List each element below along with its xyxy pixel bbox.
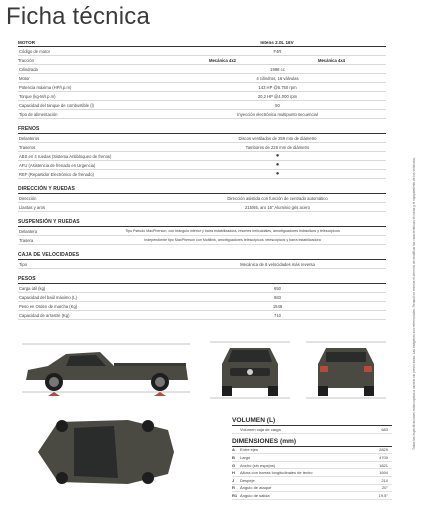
spec-value: F4R [273,48,282,54]
dim-row [232,454,392,462]
dim-label: Largo [240,454,251,460]
spec-value: 4 cilindros, 16 válvulas [256,75,299,81]
spec-row [18,311,386,320]
spec-row [18,284,386,293]
dim-row [232,469,392,477]
spec-label: Tracción [18,57,34,63]
dim-label: Ancho (sin espejos) [240,462,276,468]
spec-label: Torque (kg-M/r.p.m) [19,93,56,99]
spec-sheet [18,38,386,320]
pesos-heading: PESOS [18,276,386,284]
dim-value: 20° [381,485,388,491]
traccion-row [18,56,386,65]
spec-value: 710 [274,312,281,318]
spec-value: 1546 [272,303,283,309]
spec-label: Delantera [19,228,38,234]
spec-row [18,65,386,74]
dim-value: 4700 [379,454,388,460]
spec-label: Dirección [19,195,37,201]
spec-value: 1998 cc [270,66,285,72]
spec-row [18,236,386,245]
dim-value: 1821 [379,462,388,468]
spec-label: ABS en 4 ruedas (Sistema Antibloqueo de frenos) [19,153,112,159]
dim-key: R [232,485,235,491]
spec-row [18,74,386,83]
spec-label: Código de motor [19,48,50,54]
dim-key: J [232,477,235,483]
spec-value: Inyección electrónica multipunto secuencial [237,111,318,117]
spec-row [18,194,386,203]
spec-label: Tipo de alimentación [19,111,58,117]
spec-row [18,83,386,92]
spec-value: Tipo Pseudo MacPherson, con triángulo inferior y barra estabilizadora, resortes helicoidales, amortiguadores hidráulicos y telescópicos [125,229,340,233]
dim-value: 19.5° [378,492,388,498]
spec-label: Potencia máxima (HP/r.p.m) [19,84,72,90]
dim-row [232,447,392,455]
spec-row [18,260,386,269]
spec-row [18,110,386,119]
spec-label: AFU (Asistencia de frenado en Urgencia) [19,162,96,168]
spec-row [18,152,386,161]
vehicle-top-view [18,412,178,500]
dim-key: R1 [232,492,238,498]
suspension-heading: SUSPENSIÓN Y RUEDAS [18,219,386,227]
spec-row [18,227,386,236]
dim-label: Entre ejes [240,447,259,453]
spec-row [18,143,386,152]
dim-label: Altura con barras longitudinales de techo [240,470,313,476]
motor-header [18,38,386,47]
spec-label: Cilindrada [19,66,38,72]
dim-key: H [232,470,235,476]
spec-value: 143 HP @5.750 rpm [258,84,297,90]
spec-label: Llantas y aros [19,204,46,210]
legal-note: Todas las especificaciones están sujetas a cambio sin previo aviso. Las imágenes son referenciales. Renault se reserva el derecho de modificar las características técnicas y el equipamiento de los vehículos. [412,157,416,450]
dim-value: 2829 [379,447,388,453]
spec-label: Delanteros [19,135,40,141]
dim-row [232,477,392,485]
dim-row [232,485,392,493]
dim-value: 1694 [379,470,388,476]
included-dot: ● [275,153,280,159]
dim-row [232,462,392,470]
spec-label: Peso en Orden de marcha (Kg) [19,303,78,309]
spec-value: Dirección asistida con función de centrado automático [227,195,328,201]
vehicle-rear-view [304,336,388,402]
dimensions-table [232,417,392,500]
spec-label: REF (Repartidor Electrónico de frenado) [19,171,94,177]
spec-value: 683 [274,294,281,300]
spec-value: Discos ventilados de 259 mm de diámetro [238,135,317,141]
spec-value: 50 [275,102,280,108]
dim-label: Despeje [240,477,255,483]
spec-row [18,92,386,101]
included-dot: ● [275,162,280,168]
included-dot: ● [275,171,280,177]
spec-label: Motor [19,75,30,81]
dim-row [232,426,392,434]
traccion-4x2: Mecánica 4x2 [208,57,236,63]
spec-label: Carga útil (kg) [19,285,46,291]
spec-row [18,101,386,110]
spec-label: Capacidad de arrastre (Kg) [19,312,70,318]
spec-label: Capacidad del tanque de combustible (l) [19,102,94,108]
spec-row [18,302,386,311]
dim-label: Volumen caja de carga [240,426,281,432]
spec-row [18,293,386,302]
dim-label: Ángulo de ataque [240,485,272,491]
motor-heading: MOTOR [18,39,36,45]
dim-key: B [232,454,235,460]
volumen-heading: VOLUMEN (L) [232,417,392,426]
dim-key: A [232,447,235,453]
spec-row [18,161,386,170]
spec-label: Trasera [19,237,34,243]
spec-value: 215/65, aro 16" Aluminio gris acero [244,204,311,210]
dim-value: 683 [381,426,388,432]
dimensiones-heading: DIMENSIONES (mm) [232,438,392,447]
dim-row [232,492,392,500]
spec-value: Independiente tipo MacPherson con Multilink, amortiguadores telescópicos, telescópicos y barra estabilizadora [144,238,321,242]
direccion-heading: DIRECCIÓN Y RUEDAS [18,186,386,194]
frenos-heading: FRENOS [18,126,386,134]
caja-heading: CAJA DE VELOCIDADES [18,252,386,260]
vehicle-side-view [18,336,194,396]
motor-engine: Intens 2.0L 16V [260,39,294,45]
spec-label: Traseros [19,144,36,150]
traccion-4x4: Mecánica 4x4 [317,57,345,63]
spec-row [18,203,386,212]
dim-key: G [232,462,236,468]
spec-row [18,170,386,179]
spec-value: Mecánica de 6 velocidades más reversa [240,261,315,267]
spec-value: 20,2 HP @4.000 rpm [257,93,298,99]
page-title: Ficha técnica [6,3,150,30]
dim-label: Ángulo de salida [240,492,270,498]
spec-label: Capacidad del baúl máximo (L) [19,294,77,300]
dim-value: 210 [381,477,388,483]
spec-value: Tambores de 228 mm de diámetro [245,144,310,150]
spec-label: Tipo [19,261,27,267]
spec-row [18,134,386,143]
spec-row [18,47,386,56]
spec-value: 650 [274,285,281,291]
vehicle-front-view [208,336,292,402]
